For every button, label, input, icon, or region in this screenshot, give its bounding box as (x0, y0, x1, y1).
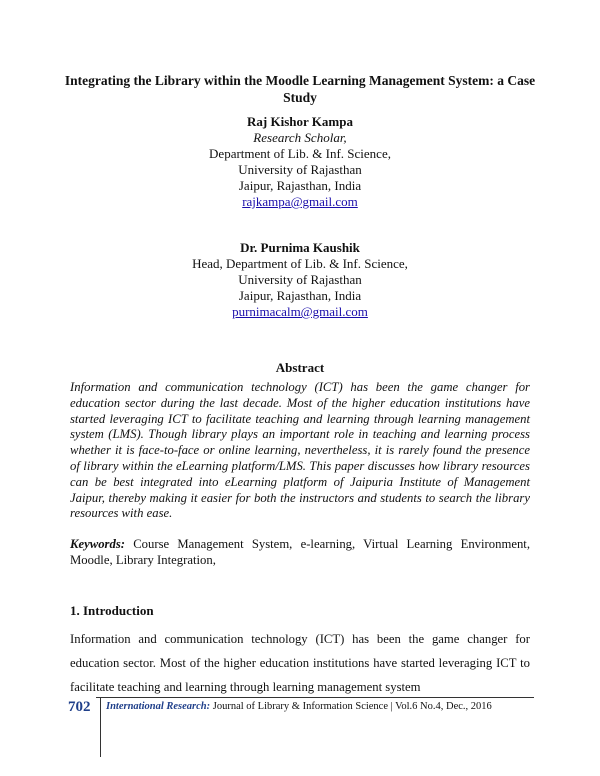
author-block-1 (100, 114, 500, 210)
page-number: 702 (68, 699, 91, 715)
author-location: Jaipur, Rajasthan, India (238, 288, 362, 303)
abstract-heading: Abstract (275, 360, 325, 375)
footer-divider (96, 697, 534, 698)
journal-citation (106, 700, 492, 713)
introduction-text: Information and communication technology (ICT) has been the game changer for education sector. Most of the higher education institutions have started leveraging ICT to facilitate teaching and learning through learning management system (70, 632, 530, 694)
footer-vertical-divider (100, 697, 101, 757)
author-name: Raj Kishor Kampa (247, 114, 353, 129)
author-university: University of Rajasthan (238, 162, 362, 177)
author-block-2 (100, 240, 500, 320)
introduction-heading: 1. Introduction (70, 603, 154, 618)
keywords-text: Course Management System, e-learning, Virtual Learning Environment, Moodle, Library Integration, (70, 537, 530, 567)
author-name: Dr. Purnima Kaushik (240, 240, 360, 255)
author-role: Head, Department of Lib. & Inf. Science, (192, 256, 408, 271)
paper-title: Integrating the Library within the Moodle Learning Management System: a Case Study (64, 73, 536, 105)
author-email-link[interactable]: rajkampa@gmail.com (242, 194, 358, 209)
keywords-label: Keywords: (70, 537, 125, 551)
abstract-text: Information and communication technology (ICT) has been the game changer for education sector during the last decade. Most of the higher education institutions have started leveraging ICT to facilitate teaching and learning through learning management system (LMS). Though library plays an important role in teaching and learning process whether it is face-to-face or online learning, nevertheless, it is rarely found the presence of library within the eLearning platform/LMS. This paper discusses how library resources can be best integrated into eLearning platform of Jaipuria Institute of Management Jaipur, thereby making it easier for both the instructors and students to search the library resources with ease. (70, 380, 530, 521)
author-role: Research Scholar, (253, 130, 347, 145)
keywords (70, 536, 530, 568)
journal-details: Journal of Library & Information Science | Vol.6 No.4, Dec., 2016 (210, 701, 492, 712)
author-location: Jaipur, Rajasthan, India (238, 178, 362, 193)
author-university: University of Rajasthan (238, 272, 362, 287)
author-department: Department of Lib. & Inf. Science, (209, 146, 391, 161)
journal-name: International Research: (106, 701, 211, 712)
author-email-link[interactable]: purnimacalm@gmail.com (232, 304, 368, 319)
